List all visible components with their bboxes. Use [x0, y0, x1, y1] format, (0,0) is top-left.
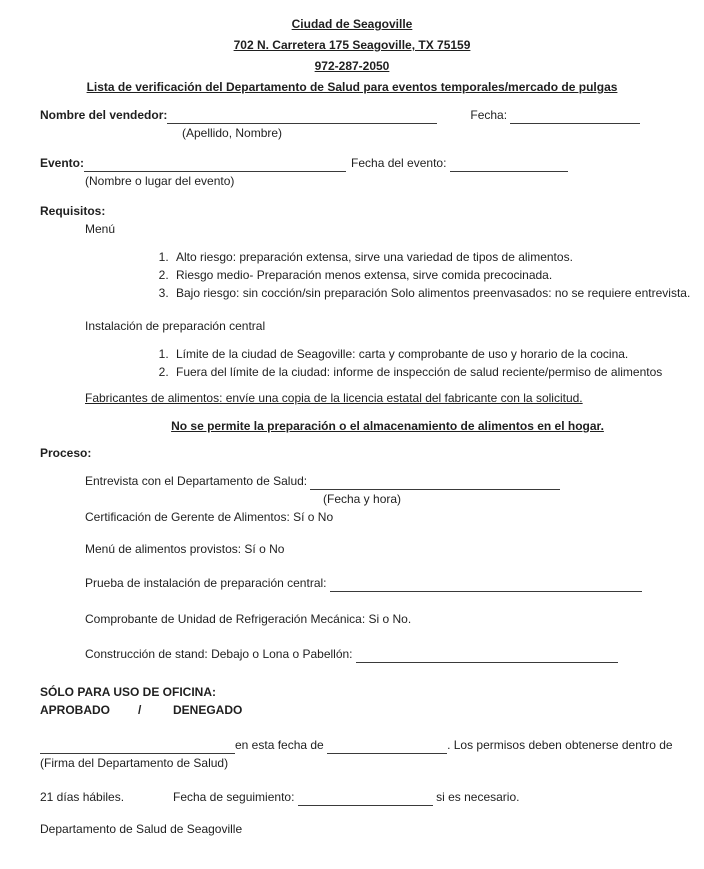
requirements-heading: Requisitos:: [40, 204, 106, 218]
stand-label: Construcción de stand: Debajo o Lona o Pabellón:: [85, 647, 353, 661]
menu-subheading: Menú: [85, 222, 116, 236]
list-item: 2. Fuera del límite de la ciudad: informe de inspección de salud reciente/permiso de alimentos: [172, 363, 692, 381]
signature-sentence: [40, 736, 690, 754]
followup-label: Fecha de seguimiento:: [173, 790, 295, 804]
refrigeration-line: Comprobante de Unidad de Refrigeración Mecánica: Si o No.: [85, 612, 412, 626]
interview-row: [85, 472, 690, 490]
followup-suffix: si es necesario.: [436, 790, 520, 804]
date-blank: [510, 110, 640, 124]
process-heading: Proceso:: [40, 446, 92, 460]
approval-slash: /: [138, 703, 142, 717]
certification-line: Certificación de Gerente de Alimentos: Sí o No: [85, 510, 334, 524]
date-sentence-post: . Los permisos deben obtenerse dentro de: [447, 738, 673, 752]
signature-hint: (Firma del Departamento de Salud): [40, 756, 229, 770]
org-name: Ciudad de Seagoville: [291, 17, 413, 31]
vendor-name-label: Nombre del vendedor:: [40, 108, 168, 122]
list-item: 1. Alto riesgo: preparación extensa, sirve una variedad de tipos de alimentos.: [172, 248, 692, 266]
org-address: 702 N. Carretera 175 Seagoville, TX 75159: [233, 38, 471, 52]
date-sentence-pre: en esta fecha de: [235, 738, 324, 752]
event-row: [40, 154, 690, 172]
interview-label: Entrevista con el Departamento de Salud:: [85, 474, 308, 488]
central-prep-row: [85, 574, 690, 592]
list-item: 2. Riesgo medio- Preparación menos extensa, sirve comida precocinada.: [172, 266, 692, 284]
event-blank: [84, 158, 346, 172]
menu-provided-line: Menú de alimentos provistos: Sí o No: [85, 542, 285, 556]
vendor-name-hint: (Apellido, Nombre): [182, 126, 283, 140]
stand-blank: [356, 649, 618, 663]
denied-label: DENEGADO: [173, 703, 243, 717]
approval-date-blank: [327, 740, 447, 754]
list-item: 3. Bajo riesgo: sin cocción/sin preparación Solo alimentos preenvasados: no se requiere entrevista.: [172, 284, 692, 302]
interview-blank: [310, 476, 560, 490]
org-phone: 972-287-2050: [314, 59, 390, 73]
approved-label: APROBADO: [40, 703, 111, 717]
central-prep-label: Prueba de instalación de preparación central:: [85, 576, 327, 590]
vendor-row: [40, 106, 690, 124]
footer-department: Departamento de Salud de Seagoville: [40, 822, 243, 836]
date-label: Fecha:: [470, 108, 508, 122]
list-item: 1. Límite de la ciudad de Seagoville: carta y comprobante de uso y horario de la cocina.: [172, 345, 692, 363]
event-hint: (Nombre o lugar del evento): [85, 174, 235, 188]
business-days-text: 21 días hábiles.: [40, 790, 125, 804]
office-use-heading: SÓLO PARA USO DE OFICINA:: [40, 685, 217, 699]
interview-hint: (Fecha y hora): [323, 492, 402, 506]
followup-row: [40, 788, 690, 806]
vendor-name-blank: [167, 110, 437, 124]
central-prep-blank: [330, 578, 642, 592]
home-prep-warning: No se permite la preparación o el almacenamiento de alimentos en el hogar.: [171, 419, 604, 433]
facility-list: [40, 345, 692, 381]
document-header: [40, 14, 664, 98]
event-date-blank: [450, 158, 568, 172]
stand-row: [85, 645, 690, 663]
event-date-label: Fecha del evento:: [351, 156, 447, 170]
event-label: Evento:: [40, 156, 85, 170]
signature-blank: [40, 740, 235, 754]
manufacturers-note: Fabricantes de alimentos: envíe una copia de la licencia estatal del fabricante con la solicitud.: [85, 391, 583, 405]
menu-risk-list: [40, 248, 692, 302]
approval-row: [40, 701, 690, 719]
followup-blank: [298, 792, 433, 806]
facility-subheading: Instalación de preparación central: [85, 319, 266, 333]
document-title: Lista de verificación del Departamento de Salud para eventos temporales/mercado de pulgas: [86, 80, 618, 94]
